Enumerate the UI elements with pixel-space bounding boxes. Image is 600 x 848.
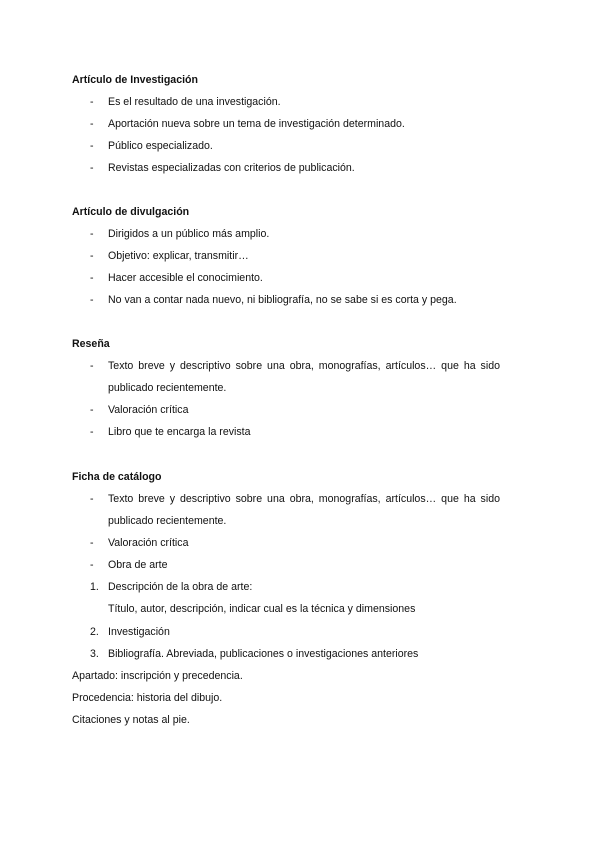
list-number: 1. xyxy=(90,581,99,593)
list-item-text: Objetivo: explicar, transmitir… xyxy=(108,250,249,262)
bullet-dash: - xyxy=(90,162,94,174)
section-title: Ficha de catálogo xyxy=(72,471,162,483)
list-item xyxy=(0,537,600,559)
list-item xyxy=(0,426,600,448)
numbered-item-text: Título, autor, descripción, indicar cual es la técnica y dimensiones xyxy=(108,603,416,615)
bullet-dash: - xyxy=(90,140,94,152)
bullet-dash: - xyxy=(90,493,94,505)
bullet-dash: - xyxy=(90,272,94,284)
list-item-text: No van a contar nada nuevo, ni bibliografía, no se sabe si es corta y pega. xyxy=(108,294,457,306)
bullet-dash: - xyxy=(90,360,94,372)
numbered-item-text: Bibliografía. Abreviada, publicaciones o investigaciones anteriores xyxy=(108,648,419,660)
list-item xyxy=(0,228,600,250)
bullet-dash: - xyxy=(90,118,94,130)
list-item-text: Es el resultado de una investigación. xyxy=(108,96,281,108)
list-item xyxy=(0,250,600,272)
list-item xyxy=(0,272,600,294)
list-item-continuation xyxy=(0,515,600,537)
list-item xyxy=(0,493,600,515)
list-item-text: Texto breve y descriptivo sobre una obra, monografías, artículos… que ha sido xyxy=(108,493,500,505)
list-item-text: Obra de arte xyxy=(108,559,168,571)
list-item-text: Libro que te encarga la revista xyxy=(108,426,251,438)
list-item-continuation xyxy=(0,382,600,404)
list-number: 2. xyxy=(90,626,99,638)
bullet-dash: - xyxy=(90,228,94,240)
note-line: Citaciones y notas al pie. xyxy=(72,714,190,726)
bullet-dash: - xyxy=(90,250,94,262)
bullet-dash: - xyxy=(90,426,94,438)
list-item-text: Texto breve y descriptivo sobre una obra, monografías, artículos… que ha sido xyxy=(108,360,500,372)
list-item xyxy=(0,559,600,581)
list-item xyxy=(0,96,600,118)
list-item-text: Público especializado. xyxy=(108,140,213,152)
list-item-text: Hacer accesible el conocimiento. xyxy=(108,272,263,284)
bullet-dash: - xyxy=(90,96,94,108)
list-item-text: publicado recientemente. xyxy=(108,382,227,394)
list-item xyxy=(0,360,600,382)
bullet-dash: - xyxy=(90,294,94,306)
list-item-text: Dirigidos a un público más amplio. xyxy=(108,228,270,240)
numbered-item-text: Investigación xyxy=(108,626,170,638)
note-line: Procedencia: historia del dibujo. xyxy=(72,692,223,704)
section-title: Reseña xyxy=(72,338,110,350)
list-item xyxy=(0,118,600,140)
section-title: Artículo de divulgación xyxy=(72,206,190,218)
bullet-dash: - xyxy=(90,537,94,549)
numbered-item xyxy=(0,626,600,648)
list-item-text: publicado recientemente. xyxy=(108,515,227,527)
list-item-text: Aportación nueva sobre un tema de investigación determinado. xyxy=(108,118,405,130)
list-item-text: Revistas especializadas con criterios de publicación. xyxy=(108,162,355,174)
numbered-item-text: Descripción de la obra de arte: xyxy=(108,581,253,593)
list-number: 3. xyxy=(90,648,99,660)
numbered-item xyxy=(0,581,600,603)
list-item xyxy=(0,140,600,162)
numbered-item-continuation xyxy=(0,603,600,625)
list-item-text: Valoración crítica xyxy=(108,537,189,549)
list-item xyxy=(0,404,600,426)
note-line: Apartado: inscripción y precedencia. xyxy=(72,670,243,682)
list-item-text: Valoración crítica xyxy=(108,404,189,416)
numbered-item xyxy=(0,648,600,670)
bullet-dash: - xyxy=(90,404,94,416)
section-title: Artículo de Investigación xyxy=(72,74,198,86)
list-item xyxy=(0,294,600,316)
list-item xyxy=(0,162,600,184)
bullet-dash: - xyxy=(90,559,94,571)
